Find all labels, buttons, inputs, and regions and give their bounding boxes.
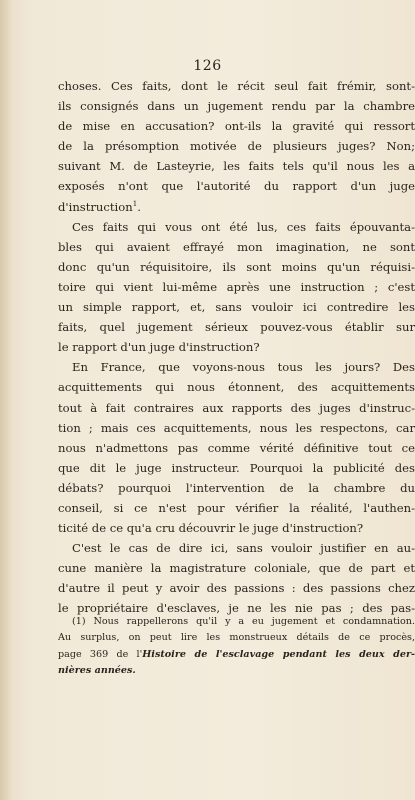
- body-line: suivant M. de Lasteyrie, les faits tels qu'il nous les a: [58, 159, 415, 174]
- page-number: 126: [193, 58, 222, 74]
- body-line: cune manière la magistrature coloniale, que de part et: [58, 561, 415, 576]
- body-line: tout à fait contraires aux rapports des juges d'instruc-: [58, 400, 415, 415]
- body-line: d'autre il peut y avoir des passions : des passions chez: [58, 581, 415, 596]
- body-line: nous n'admettons pas comme vérité définitive tout ce: [58, 440, 415, 455]
- body-line: débats? pourquoi l'intervention de la chambre du: [58, 480, 415, 495]
- footnote-line: (1) Nous rappellerons qu'il y a eu jugement et condamnation.: [72, 616, 415, 627]
- body-line: donc qu'un réquisitoire, ils sont moins qu'un réquisi-: [58, 259, 415, 274]
- body-line: le rapport d'un juge d'instruction?: [58, 340, 260, 355]
- body-line: un simple rapport, et, sans vouloir ici contredire les: [58, 300, 415, 315]
- body-line: exposés n'ont que l'autorité du rapport d'un juge: [58, 179, 415, 194]
- page-gutter-shadow: [0, 0, 12, 800]
- body-line: conseil, si ce n'est pour vérifier la réalité, l'authen-: [58, 500, 415, 515]
- body-line: toire qui vient lui-même après une instruction ; c'est: [58, 279, 415, 294]
- body-line: de la présomption motivée de plusieurs juges? Non;: [58, 139, 415, 154]
- body-line: acquittements qui nous étonnent, des acquittements: [58, 380, 415, 395]
- body-text: [58, 76, 415, 619]
- footnote-line: [58, 663, 415, 679]
- body-line: d'instruction$^1$.: [58, 199, 141, 214]
- body-line: Ces faits qui vous ont été lus, ces faits épouvanta-: [72, 219, 415, 234]
- body-line: ils consignés dans un jugement rendu par la chambre: [58, 99, 415, 114]
- body-line: de mise en accusation? ont-ils la gravité qui ressort: [58, 119, 415, 134]
- body-line-text: d'instruction: [58, 199, 133, 214]
- body-line: bles qui avaient effrayé mon imagination, ne sont: [58, 239, 415, 254]
- book-title: Histoire de l'esclavage pendant les deux der-: [142, 648, 415, 660]
- body-line: ticité de ce qu'a cru découvrir le juge d'instruction?: [58, 521, 364, 536]
- body-line: le propriétaire d'esclaves, je ne les nie pas ; des pas-: [58, 601, 415, 616]
- body-line: En France, que voyons-nous tous les jours? Des: [72, 360, 415, 375]
- footnote-line: Au surplus, on peut lire les monstrueux détails de ce procès,: [58, 632, 415, 644]
- body-line: tion ; mais ces acquittements, nous les respectons, car: [58, 420, 415, 435]
- body-line: C'est le cas de dire ici, sans vouloir justifier en au-: [72, 541, 415, 556]
- footnote-text: page 369 de l': [58, 648, 143, 660]
- body-line: faits, quel jugement sérieux pouvez-vous établir sur: [58, 320, 415, 335]
- footnote-marker: 1: [132, 199, 138, 208]
- footnote-line: [58, 647, 415, 663]
- footnote: [58, 614, 415, 680]
- body-line: choses. Ces faits, dont le récit seul fait frémir, sont-: [58, 79, 415, 93]
- book-title: nières années.: [58, 665, 136, 677]
- body-line: que dit le juge instructeur. Pourquoi la publicité des: [58, 460, 415, 475]
